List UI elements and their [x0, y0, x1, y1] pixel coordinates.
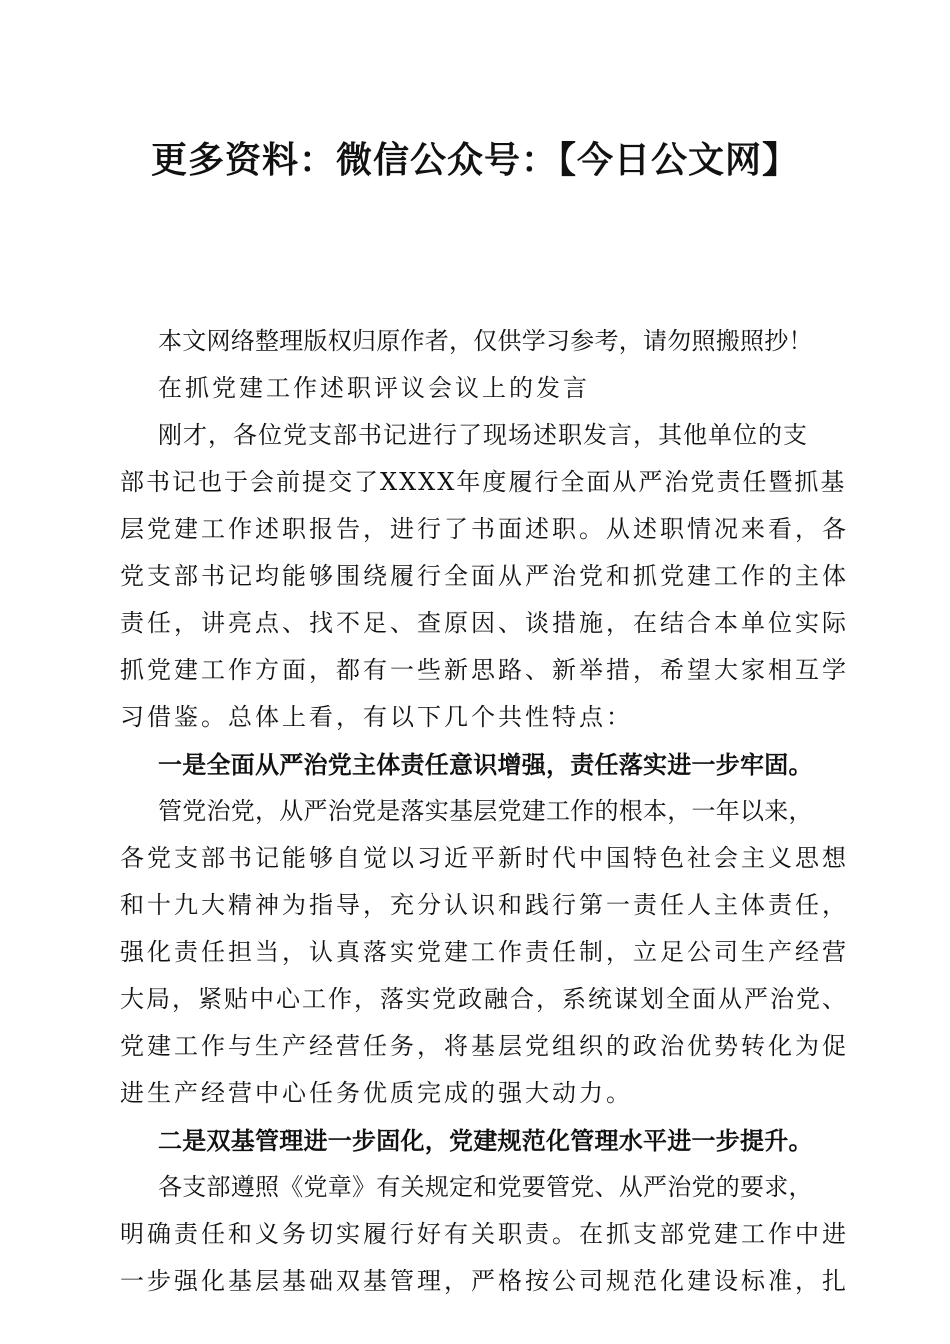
- text-line: 管党治党，从严治党是落实基层党建工作的根本，一年以来，: [158, 797, 813, 825]
- section-heading-2: 二是双基管理进一步固化，党建规范化管理水平进一步提升。: [158, 1126, 813, 1155]
- text-line: 明确责任和义务切实履行好有关职责。在抓支部党建工作中进: [120, 1220, 849, 1248]
- copyright-notice: 本文网络整理版权归原作者，仅供学习参考，请勿照搬照抄！: [158, 327, 813, 355]
- text-line: 责任，讲亮点、找不足、查原因、谈措施，在结合本单位实际: [120, 609, 849, 637]
- text-line: 强化责任担当，认真落实党建工作责任制，立足公司生产经营: [120, 938, 849, 966]
- text-line: 部书记也于会前提交了XXXX年度履行全面从严治党责任暨抓基: [120, 468, 847, 496]
- text-line: 和十九大精神为指导，充分认识和践行第一责任人主体责任，: [120, 891, 849, 919]
- text-line: 层党建工作述职报告，进行了书面述职。从述职情况来看，各: [120, 515, 849, 543]
- document-body: [120, 318, 849, 1305]
- text-line: 各支部遵照《党章》有关规定和党要管党、从严治党的要求，: [158, 1173, 813, 1201]
- text-line: 习借鉴。总体上看，有以下几个共性特点：: [120, 703, 633, 731]
- text-line: 党建工作与生产经营任务，将基层党组织的政治优势转化为促: [120, 1032, 849, 1060]
- text-line: 刚才，各位党支部书记进行了现场述职发言，其他单位的支: [158, 421, 808, 449]
- speech-title: 在抓党建工作述职评议会议上的发言: [158, 374, 590, 402]
- text-line: 各党支部书记能够自觉以习近平新时代中国特色社会主义思想: [120, 844, 849, 872]
- text-line: 抓党建工作方面，都有一些新思路、新举措，希望大家相互学: [120, 656, 849, 684]
- page-title: 更多资料：微信公众号：【今日公文网】: [150, 139, 799, 181]
- text-line: 进生产经营中心任务优质完成的强大动力。: [120, 1079, 633, 1107]
- text-line: 一步强化基层基础双基管理，严格按公司规范化建设标准，扎: [120, 1267, 849, 1295]
- section-heading-1: 一是全面从严治党主体责任意识增强，责任落实进一步牢固。: [158, 750, 813, 779]
- text-line: 党支部书记均能够围绕履行全面从严治党和抓党建工作的主体: [120, 562, 849, 590]
- text-line: 大局，紧贴中心工作，落实党政融合，系统谋划全面从严治党、: [120, 985, 848, 1013]
